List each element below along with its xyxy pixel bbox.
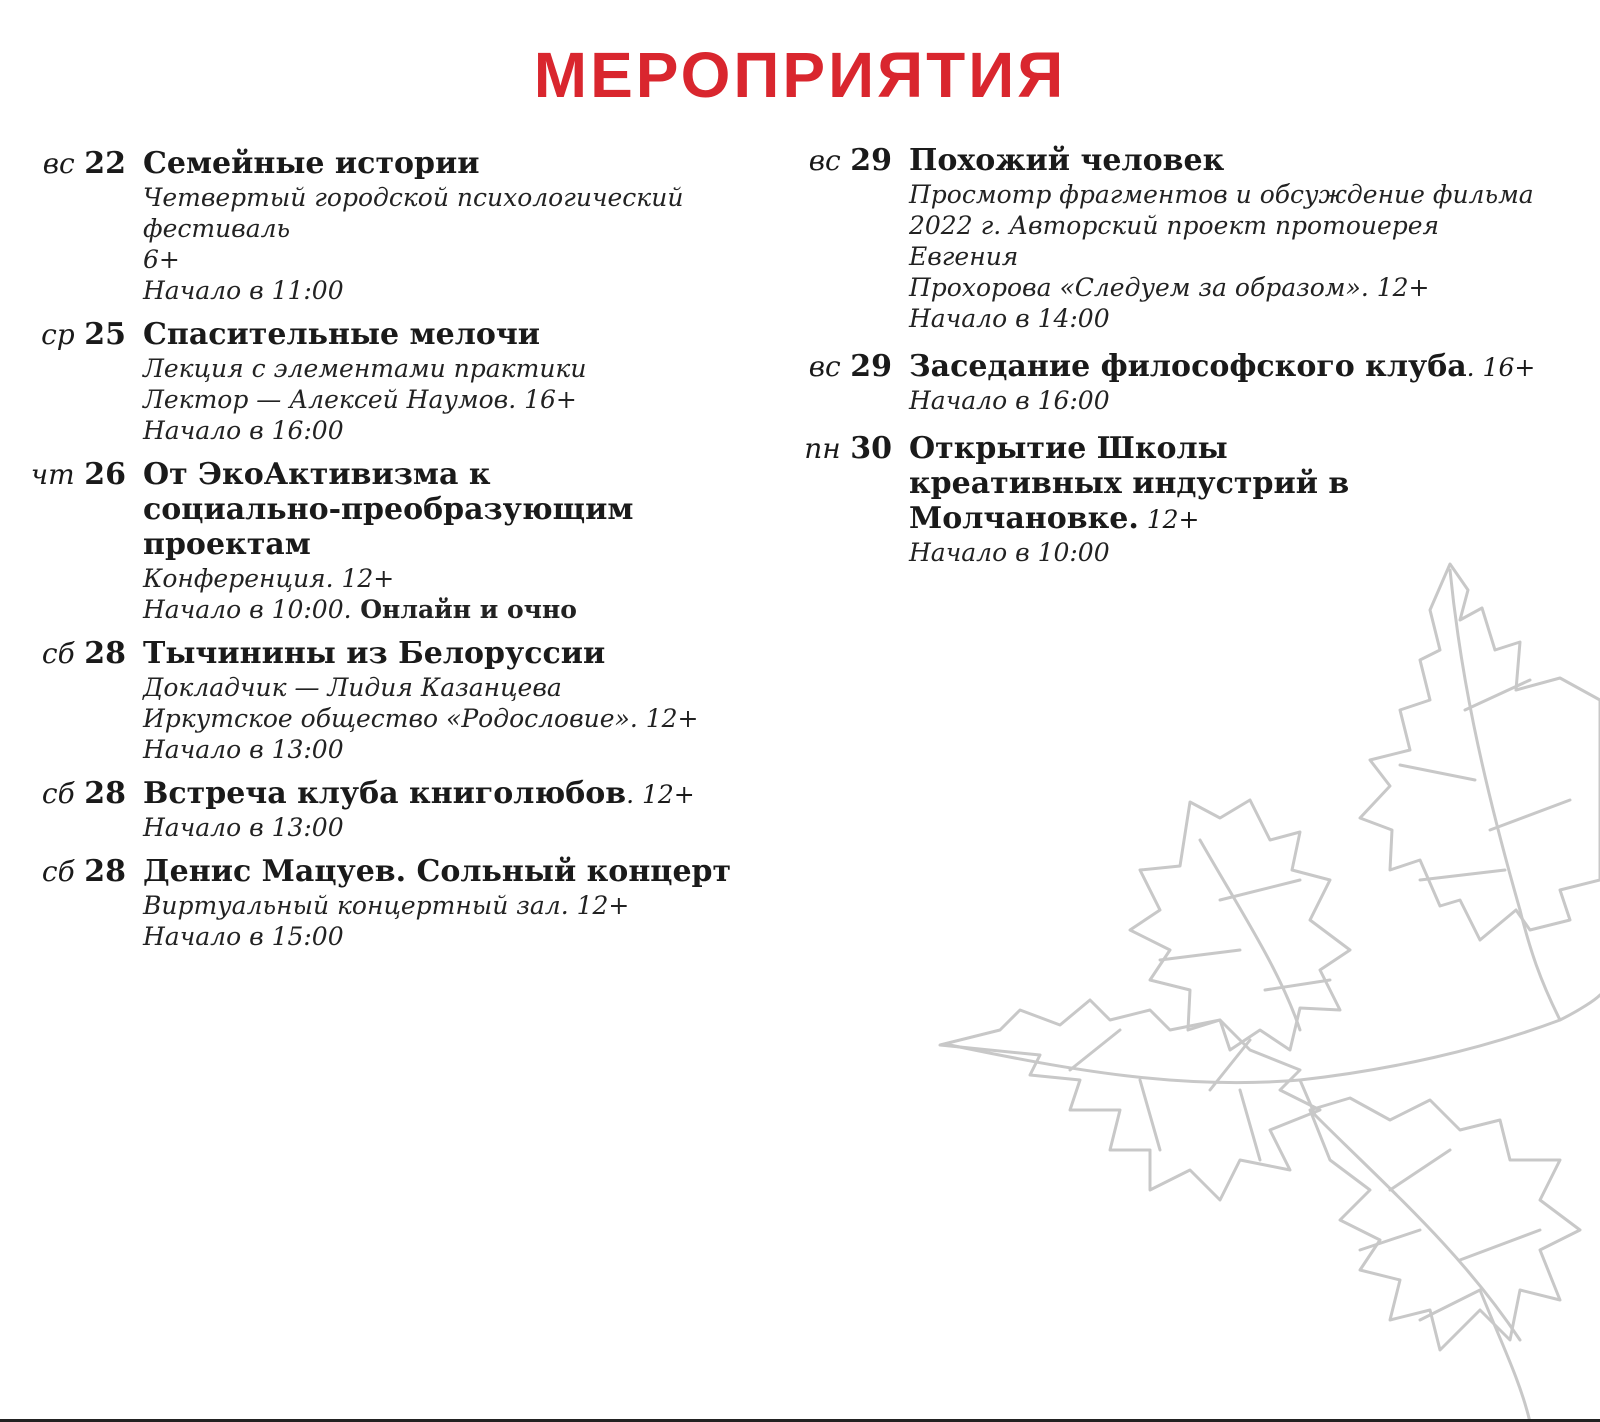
event-title-text: Похожий человек — [909, 143, 1225, 178]
leaf-outline-lower — [940, 1000, 1320, 1200]
event-day: 22 — [84, 146, 126, 181]
leaf-outline-bottom — [1310, 1098, 1580, 1350]
event-day: 29 — [850, 143, 892, 178]
page-title: МЕРОПРИЯТИЯ — [533, 39, 1067, 111]
event-start-time: Начало в 11:00 — [143, 276, 344, 305]
event-line: Виртуальный концертный зал. 12+ — [143, 891, 630, 920]
event-start-time — [143, 594, 810, 625]
event-weekday: ср — [41, 318, 75, 351]
event-item — [30, 636, 810, 765]
event-line: 6+ — [143, 245, 180, 274]
event-title-text: Спасительные мелочи — [143, 317, 541, 352]
event-age: . 16+ — [1466, 353, 1536, 382]
event-item — [796, 349, 1536, 416]
event-format-note: Онлайн и очно — [351, 595, 577, 624]
event-date — [30, 457, 126, 493]
leaf-vein — [1160, 840, 1330, 1030]
event-start-time: Начало в 16:00 — [909, 386, 1110, 415]
event-item — [796, 431, 1536, 568]
event-start-time: Начало в 16:00 — [143, 416, 344, 445]
event-title — [143, 636, 810, 672]
event-title — [143, 854, 810, 890]
event-title — [909, 143, 1536, 179]
event-start-time: Начало в 15:00 — [143, 922, 344, 951]
event-date — [30, 854, 126, 890]
event-title — [143, 146, 810, 182]
event-date — [30, 317, 126, 353]
event-title-text: Открытие Школы креативных индустрий в Молчановке. — [909, 431, 1350, 536]
event-start-text: Начало в 10:00. — [143, 595, 352, 624]
event-title — [909, 431, 1429, 537]
event-line: Четвертый городской психологический фестиваль — [143, 183, 684, 243]
event-item — [30, 146, 810, 306]
event-day: 30 — [850, 431, 892, 466]
event-line: Конференция. 12+ — [143, 564, 395, 593]
event-title — [143, 457, 663, 563]
event-date — [30, 146, 126, 182]
event-weekday: вс — [808, 144, 841, 177]
event-title — [909, 349, 1536, 385]
event-weekday: вс — [42, 147, 75, 180]
maple-leaves-illustration — [920, 550, 1600, 1422]
event-item — [30, 776, 810, 843]
event-title-text: Семейные истории — [143, 146, 480, 181]
events-column-right — [796, 143, 1536, 583]
event-title-text: Заседание философского клуба — [909, 349, 1467, 384]
event-start-time: Начало в 10:00 — [909, 538, 1110, 567]
event-start-time: Начало в 13:00 — [143, 813, 344, 842]
event-day: 28 — [84, 854, 126, 889]
event-date — [796, 349, 892, 385]
event-start-time: Начало в 13:00 — [143, 735, 344, 764]
event-start-time: Начало в 14:00 — [909, 304, 1110, 333]
event-weekday: сб — [41, 777, 75, 810]
event-day: 26 — [84, 457, 126, 492]
event-day: 25 — [84, 317, 126, 352]
event-date — [30, 776, 126, 812]
event-age: 12+ — [1138, 505, 1200, 534]
event-date — [796, 431, 892, 467]
leaf-outline-middle — [1130, 800, 1350, 1050]
event-line: Лекция с элементами практики — [143, 354, 587, 383]
leaf-stem — [1300, 910, 1600, 1115]
event-line: Иркутское общество «Родословие». 12+ — [143, 704, 699, 733]
event-title-text: Тычинины из Белоруссии — [143, 636, 606, 671]
event-date — [30, 636, 126, 672]
event-item — [30, 457, 810, 625]
event-date — [796, 143, 892, 179]
event-weekday: пн — [804, 432, 841, 465]
event-day: 29 — [850, 349, 892, 384]
event-day: 28 — [84, 636, 126, 671]
event-day: 28 — [84, 776, 126, 811]
event-title — [143, 776, 810, 812]
event-weekday: сб — [41, 637, 75, 670]
event-weekday: чт — [30, 458, 75, 491]
event-title — [143, 317, 810, 353]
event-age: . 12+ — [626, 780, 695, 809]
event-line: Докладчик — Лидия Казанцева — [143, 673, 562, 702]
event-item — [30, 854, 810, 952]
event-line: Прохорова «Следуем за образом». 12+ — [909, 273, 1430, 302]
event-line: Просмотр фрагментов и обсуждение фильма — [909, 180, 1534, 209]
leaf-stem — [1480, 1290, 1530, 1422]
event-line: 2022 г. Авторский проект протоиерея Евгения — [909, 211, 1440, 271]
event-item — [796, 143, 1536, 334]
event-weekday: вс — [808, 350, 841, 383]
events-column-left — [30, 146, 810, 963]
event-line: Лектор — Алексей Наумов. 16+ — [143, 385, 577, 414]
event-title-text: От ЭкоАктивизма к социально-преобразующим проектам — [143, 457, 634, 562]
event-item — [30, 317, 810, 446]
event-weekday: сб — [41, 855, 75, 888]
event-title-text: Встреча клуба книголюбов — [143, 776, 627, 811]
event-title-text: Денис Мацуев. Сольный концерт — [143, 854, 732, 889]
